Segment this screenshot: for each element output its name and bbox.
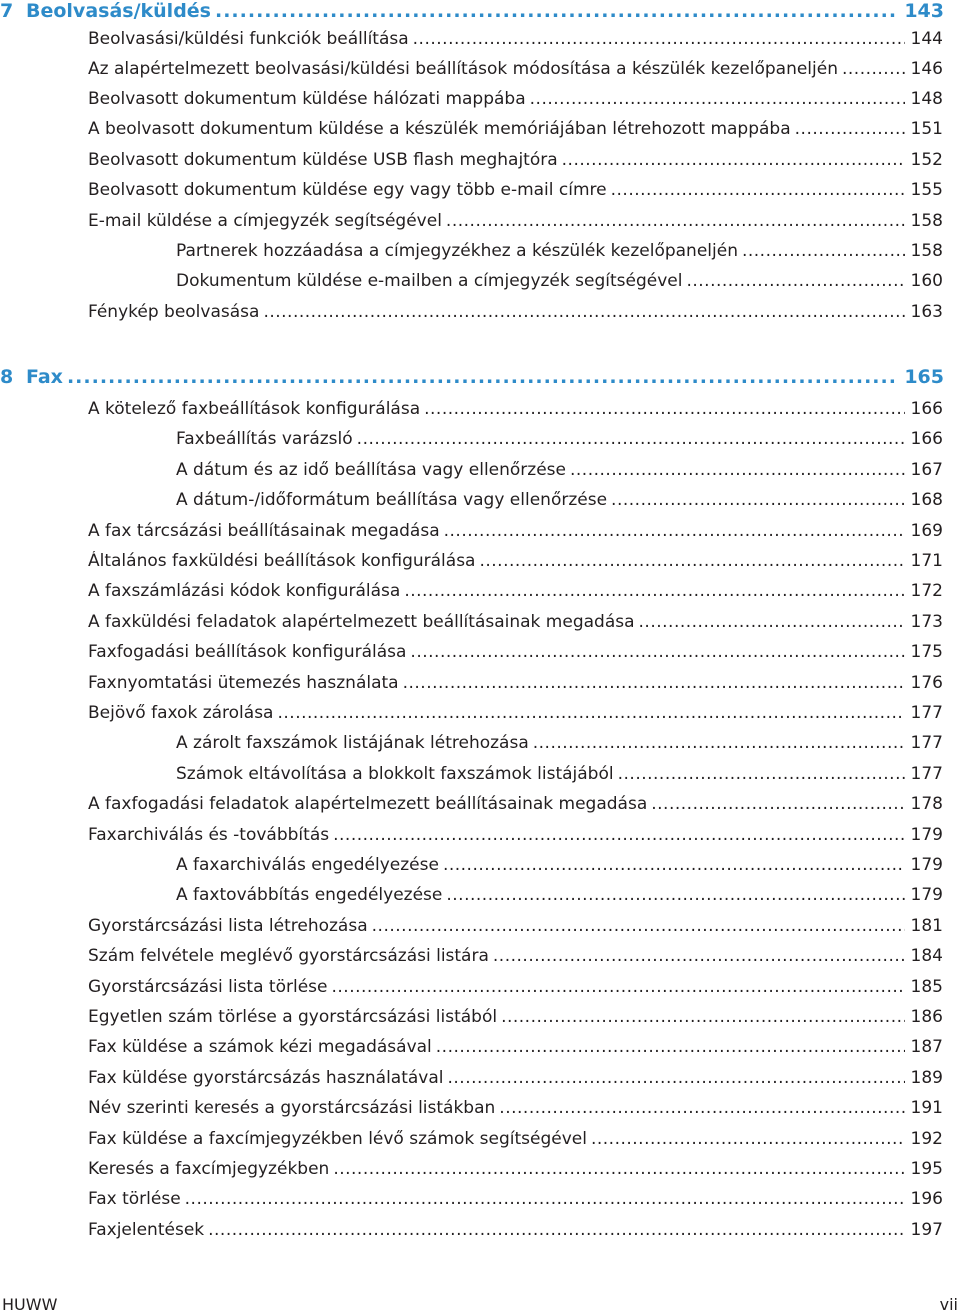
- chapter-number: 8: [0, 366, 14, 388]
- entry-title: Faxjelentések: [88, 1220, 205, 1240]
- dot-leader: [686, 271, 904, 291]
- entry-page-number: 167: [910, 460, 943, 480]
- entry-title: Faxfogadási beállítások konfigurálása: [88, 642, 407, 662]
- entry-page-number: 158: [910, 211, 943, 231]
- dot-leader: [533, 733, 905, 753]
- entry-page-number: 176: [910, 673, 943, 693]
- footer-page-number: vii: [939, 1295, 958, 1314]
- toc-subentry[interactable]: [176, 733, 943, 759]
- entry-page-number: 171: [910, 551, 943, 571]
- toc-entry[interactable]: [88, 1159, 943, 1185]
- dot-leader: [372, 916, 905, 936]
- toc-entry[interactable]: [88, 399, 943, 425]
- entry-title: Az alapértelmezett beolvasási/küldési beállítások módosítása a készülék kezelőpaneljén: [88, 59, 838, 79]
- entry-page-number: 160: [910, 271, 943, 291]
- entry-page-number: 185: [910, 977, 943, 997]
- entry-page-number: 197: [910, 1220, 943, 1240]
- entry-title: Gyorstárcsázási lista törlése: [88, 977, 328, 997]
- entry-page-number: 179: [910, 855, 943, 875]
- toc-subentry[interactable]: [176, 271, 943, 297]
- entry-title: Név szerinti keresés a gyorstárcsázási listákban: [88, 1098, 496, 1118]
- dot-leader: [499, 1098, 904, 1118]
- dot-leader: [446, 885, 904, 905]
- toc-entry[interactable]: [88, 673, 943, 699]
- dot-leader: [333, 1159, 904, 1179]
- toc-entry[interactable]: [88, 825, 943, 851]
- toc-entry[interactable]: [88, 1098, 943, 1124]
- entry-page-number: 152: [910, 150, 943, 170]
- toc-entry[interactable]: [88, 211, 943, 237]
- dot-leader: [413, 29, 905, 49]
- dot-leader: [357, 429, 905, 449]
- chapter-title: Beolvasás/küldés: [26, 0, 211, 22]
- dot-leader: [277, 703, 904, 723]
- toc-chapter-8[interactable]: [0, 366, 944, 394]
- toc-entry[interactable]: [88, 794, 943, 820]
- entry-title: Fax küldése gyorstárcsázás használatával: [88, 1068, 444, 1088]
- dot-leader: [443, 855, 905, 875]
- dot-leader: [530, 89, 905, 109]
- entry-page-number: 187: [910, 1037, 943, 1057]
- toc-entry[interactable]: [88, 977, 943, 1003]
- toc-entry[interactable]: [88, 642, 943, 668]
- entry-page-number: 179: [910, 825, 943, 845]
- toc-subentry[interactable]: [176, 241, 943, 267]
- toc-entry[interactable]: [88, 29, 943, 55]
- dot-leader: [185, 1189, 905, 1209]
- toc-entry[interactable]: [88, 703, 943, 729]
- toc-entry[interactable]: [88, 1068, 943, 1094]
- dot-leader: [651, 794, 904, 814]
- dot-leader: [446, 211, 905, 231]
- entry-title: Gyorstárcsázási lista létrehozása: [88, 916, 368, 936]
- dot-leader: [424, 399, 904, 419]
- entry-title: Fénykép beolvasása: [88, 302, 260, 322]
- entry-title: Faxnyomtatási ütemezés használata: [88, 673, 399, 693]
- toc-subentry[interactable]: [176, 764, 943, 790]
- dot-leader: [493, 946, 905, 966]
- entry-title: A dátum-/időformátum beállítása vagy ellenőrzése: [176, 490, 608, 510]
- entry-title: A faxküldési feladatok alapértelmezett beállításainak megadása: [88, 612, 635, 632]
- entry-title: Faxarchiválás és -továbbítás: [88, 825, 330, 845]
- dot-leader: [562, 150, 905, 170]
- footer-document-code: HUWW: [2, 1295, 58, 1314]
- toc-subentry[interactable]: [176, 855, 943, 881]
- toc-entry[interactable]: [88, 59, 943, 85]
- entry-title: Fax törlése: [88, 1189, 181, 1209]
- dot-leader: [742, 241, 905, 261]
- entry-title: Faxbeállítás varázsló: [176, 429, 353, 449]
- entry-title: Általános faxküldési beállítások konfigurálása: [88, 551, 476, 571]
- dot-leader: [67, 366, 898, 388]
- dot-leader: [436, 1037, 905, 1057]
- chapter-title: Fax: [26, 366, 63, 388]
- toc-entry[interactable]: [88, 180, 943, 206]
- toc-entry[interactable]: [88, 1007, 943, 1033]
- dot-leader: [639, 612, 905, 632]
- toc-entry[interactable]: [88, 521, 943, 547]
- dot-leader: [611, 180, 905, 200]
- entry-page-number: 184: [910, 946, 943, 966]
- chapter-page-number: 143: [904, 0, 944, 22]
- entry-title: Beolvasott dokumentum küldése egy vagy több e-mail címre: [88, 180, 607, 200]
- entry-title: Beolvasott dokumentum küldése USB flash meghajtóra: [88, 150, 558, 170]
- entry-page-number: 195: [910, 1159, 943, 1179]
- entry-page-number: 155: [910, 180, 943, 200]
- toc-entry[interactable]: [88, 150, 943, 176]
- entry-page-number: 177: [910, 733, 943, 753]
- entry-page-number: 144: [910, 29, 943, 49]
- entry-page-number: 192: [910, 1129, 943, 1149]
- entry-title: A faxfogadási feladatok alapértelmezett beállításainak megadása: [88, 794, 648, 814]
- entry-title: Partnerek hozzáadása a címjegyzékhez a készülék kezelőpaneljén: [176, 241, 738, 261]
- entry-title: A zárolt faxszámok listájának létrehozása: [176, 733, 529, 753]
- dot-leader: [591, 1129, 905, 1149]
- entry-title: Beolvasott dokumentum küldése hálózati mappába: [88, 89, 526, 109]
- entry-page-number: 189: [910, 1068, 943, 1088]
- entry-title: Fax küldése a faxcímjegyzékben lévő számok segítségével: [88, 1129, 587, 1149]
- entry-page-number: 177: [910, 764, 943, 784]
- entry-page-number: 186: [910, 1007, 943, 1027]
- dot-leader: [444, 521, 905, 541]
- dot-leader: [331, 977, 904, 997]
- dot-leader: [501, 1007, 904, 1027]
- entry-page-number: 168: [910, 490, 943, 510]
- toc-entry[interactable]: [88, 916, 943, 942]
- entry-page-number: 173: [910, 612, 943, 632]
- dot-leader: [842, 59, 905, 79]
- entry-page-number: 196: [910, 1189, 943, 1209]
- toc-entry[interactable]: [88, 89, 943, 115]
- dot-leader: [570, 460, 905, 480]
- toc-chapter-7[interactable]: [0, 0, 944, 28]
- chapter-number: 7: [0, 0, 14, 22]
- dot-leader: [479, 551, 904, 571]
- dot-leader: [618, 764, 905, 784]
- entry-title: Fax küldése a számok kézi megadásával: [88, 1037, 432, 1057]
- entry-page-number: 151: [910, 119, 943, 139]
- entry-title: Bejövő faxok zárolása: [88, 703, 274, 723]
- entry-page-number: 191: [910, 1098, 943, 1118]
- toc-subentry[interactable]: [176, 429, 943, 455]
- entry-title: Számok eltávolítása a blokkolt faxszámok listájából: [176, 764, 614, 784]
- entry-page-number: 166: [910, 399, 943, 419]
- toc-entry[interactable]: [88, 1037, 943, 1063]
- dot-leader: [333, 825, 904, 845]
- toc-entry[interactable]: [88, 302, 943, 328]
- toc-entry[interactable]: [88, 1189, 943, 1215]
- toc-entry[interactable]: [88, 1129, 943, 1155]
- toc-entry[interactable]: [88, 946, 943, 972]
- toc-entry[interactable]: [88, 119, 943, 145]
- toc-subentry[interactable]: [176, 490, 943, 516]
- toc-entry[interactable]: [88, 1220, 943, 1246]
- entry-page-number: 146: [910, 59, 943, 79]
- dot-leader: [208, 1220, 904, 1240]
- dot-leader: [404, 581, 904, 601]
- toc-entry[interactable]: [88, 551, 943, 577]
- entry-title: Szám felvétele meglévő gyorstárcsázási listára: [88, 946, 489, 966]
- entry-title: A kötelező faxbeállítások konfigurálása: [88, 399, 421, 419]
- dot-leader: [215, 0, 898, 22]
- toc-subentry[interactable]: [176, 460, 943, 486]
- entry-page-number: 177: [910, 703, 943, 723]
- dot-leader: [795, 119, 905, 139]
- entry-title: A faxszámlázási kódok konfigurálása: [88, 581, 401, 601]
- entry-page-number: 163: [910, 302, 943, 322]
- dot-leader: [448, 1068, 905, 1088]
- entry-title: A faxarchiválás engedélyezése: [176, 855, 439, 875]
- toc-entry[interactable]: [88, 612, 943, 638]
- entry-title: A faxtovábbítás engedélyezése: [176, 885, 443, 905]
- entry-title: A fax tárcsázási beállításainak megadása: [88, 521, 440, 541]
- entry-title: E-mail küldése a címjegyzék segítségével: [88, 211, 442, 231]
- entry-page-number: 175: [910, 642, 943, 662]
- entry-page-number: 181: [910, 916, 943, 936]
- entry-page-number: 169: [910, 521, 943, 541]
- entry-title: Beolvasási/küldési funkciók beállítása: [88, 29, 409, 49]
- toc-entry[interactable]: [88, 581, 943, 607]
- dot-leader: [611, 490, 905, 510]
- entry-page-number: 148: [910, 89, 943, 109]
- entry-page-number: 179: [910, 885, 943, 905]
- entry-title: A dátum és az idő beállítása vagy ellenőrzése: [176, 460, 566, 480]
- dot-leader: [403, 673, 905, 693]
- entry-page-number: 166: [910, 429, 943, 449]
- dot-leader: [410, 642, 904, 662]
- entry-page-number: 178: [910, 794, 943, 814]
- entry-page-number: 158: [910, 241, 943, 261]
- entry-page-number: 172: [910, 581, 943, 601]
- entry-title: Keresés a faxcímjegyzékben: [88, 1159, 330, 1179]
- entry-title: Egyetlen szám törlése a gyorstárcsázási listából: [88, 1007, 498, 1027]
- toc-subentry[interactable]: [176, 885, 943, 911]
- chapter-page-number: 165: [904, 366, 944, 388]
- entry-title: A beolvasott dokumentum küldése a készülék memóriájában létrehozott mappába: [88, 119, 791, 139]
- dot-leader: [263, 302, 904, 322]
- entry-title: Dokumentum küldése e-mailben a címjegyzék segítségével: [176, 271, 683, 291]
